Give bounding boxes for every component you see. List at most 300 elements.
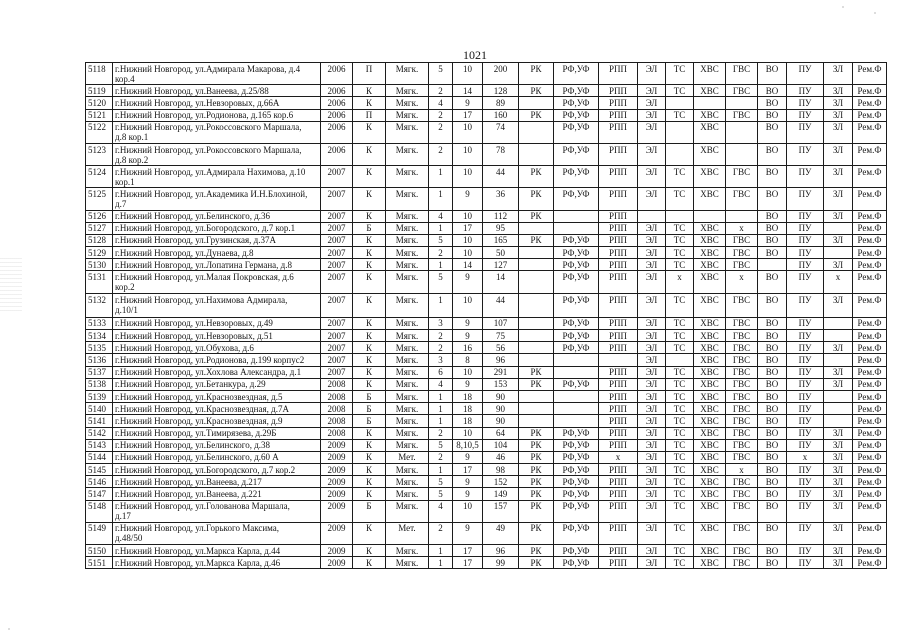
address-cell: г.Нижний Новгород, ул.Бетанкура, д.29: [113, 378, 321, 390]
row-number-cell: 5120: [86, 97, 113, 109]
apartments-cell: 74: [483, 121, 519, 143]
address-cell: г.Нижний Новгород, ул.Белинского, д.60 А: [113, 451, 321, 463]
heating-cell: ТС: [666, 378, 694, 390]
elevator-cell: х: [824, 271, 853, 293]
roof-repair-cell: [519, 330, 554, 342]
address-cell: г.Нижний Новгород, ул.Родионова, д.199 корпус2: [113, 354, 321, 366]
wall-type-cell: К: [353, 97, 386, 109]
row-number-cell: 5118: [86, 63, 113, 85]
basement-cell: х: [599, 451, 638, 463]
heating-cell: [666, 354, 694, 366]
wall-type-cell: К: [353, 464, 386, 476]
apartments-cell: 152: [483, 476, 519, 488]
scan-bleed-mark: [0, 255, 22, 311]
electric-cell: ЭЛ: [638, 293, 666, 317]
hot-water-cell: ГВС: [726, 522, 758, 544]
hot-water-cell: х: [726, 222, 758, 234]
year-cell: 2007: [321, 342, 353, 354]
elevator-cell: ЗЛ: [824, 143, 853, 165]
meters-cell: ПУ: [787, 330, 824, 342]
drainage-cell: ВО: [758, 293, 787, 317]
wall-type-cell: Б: [353, 222, 386, 234]
roof-type-cell: Мягк.: [386, 403, 429, 415]
roof-repair-cell: [519, 415, 554, 427]
basement-cell: РПП: [599, 317, 638, 329]
drainage-cell: ВО: [758, 354, 787, 366]
drainage-cell: ВО: [758, 488, 787, 500]
apartments-cell: 98: [483, 464, 519, 476]
electric-cell: ЭЛ: [638, 522, 666, 544]
table-row: [86, 488, 887, 500]
meters-cell: ПУ: [787, 522, 824, 544]
electric-cell: ЭЛ: [638, 63, 666, 85]
floors-cell: 10: [453, 234, 483, 246]
facade-cell: [554, 366, 599, 378]
entrances-cell: 1: [429, 415, 453, 427]
table-row: [86, 500, 887, 522]
elevator-cell: ЗЛ: [824, 464, 853, 476]
wall-type-cell: Б: [353, 403, 386, 415]
roof-repair-cell: РК: [519, 545, 554, 557]
apartments-cell: 89: [483, 97, 519, 109]
cold-water-cell: ХВС: [694, 378, 726, 390]
apartments-cell: 90: [483, 403, 519, 415]
repair-fund-cell: Рем.Ф: [853, 271, 887, 293]
address-cell: г.Нижний Новгород, ул.Обухова, д.6: [113, 342, 321, 354]
wall-type-cell: К: [353, 342, 386, 354]
meters-cell: ПУ: [787, 342, 824, 354]
cold-water-cell: ХВС: [694, 415, 726, 427]
elevator-cell: ЗЛ: [824, 557, 853, 569]
wall-type-cell: К: [353, 317, 386, 329]
cold-water-cell: ХВС: [694, 522, 726, 544]
repair-fund-cell: Рем.Ф: [853, 378, 887, 390]
floors-cell: 17: [453, 545, 483, 557]
apartments-cell: 14: [483, 271, 519, 293]
row-number-cell: 5143: [86, 439, 113, 451]
year-cell: 2009: [321, 522, 353, 544]
cold-water-cell: ХВС: [694, 366, 726, 378]
roof-type-cell: Мягк.: [386, 188, 429, 210]
electric-cell: ЭЛ: [638, 317, 666, 329]
electric-cell: ЭЛ: [638, 488, 666, 500]
year-cell: 2009: [321, 557, 353, 569]
roof-repair-cell: РК: [519, 451, 554, 463]
heating-cell: ТС: [666, 545, 694, 557]
apartments-cell: 165: [483, 234, 519, 246]
address-cell: г.Нижний Новгород, ул.Родионова, д.165 кор.6: [113, 109, 321, 121]
basement-cell: РПП: [599, 390, 638, 402]
heating-cell: ТС: [666, 557, 694, 569]
floors-cell: 14: [453, 259, 483, 271]
floors-cell: 9: [453, 488, 483, 500]
elevator-cell: [824, 330, 853, 342]
table-row: [86, 522, 887, 544]
floors-cell: 10: [453, 63, 483, 85]
entrances-cell: 3: [429, 317, 453, 329]
floors-cell: 9: [453, 522, 483, 544]
meters-cell: ПУ: [787, 271, 824, 293]
elevator-cell: ЗЛ: [824, 234, 853, 246]
entrances-cell: 5: [429, 63, 453, 85]
roof-type-cell: Мягк.: [386, 330, 429, 342]
basement-cell: РПП: [599, 427, 638, 439]
heating-cell: ТС: [666, 451, 694, 463]
roof-type-cell: Мягк.: [386, 143, 429, 165]
elevator-cell: ЗЛ: [824, 500, 853, 522]
electric-cell: ЭЛ: [638, 354, 666, 366]
repair-fund-cell: Рем.Ф: [853, 451, 887, 463]
basement-cell: РПП: [599, 121, 638, 143]
hot-water-cell: ГВС: [726, 500, 758, 522]
drainage-cell: ВО: [758, 476, 787, 488]
year-cell: 2007: [321, 259, 353, 271]
wall-type-cell: К: [353, 545, 386, 557]
facade-cell: РФ,УФ: [554, 330, 599, 342]
repair-fund-cell: Рем.Ф: [853, 403, 887, 415]
cold-water-cell: ХВС: [694, 271, 726, 293]
hot-water-cell: [726, 143, 758, 165]
facade-cell: РФ,УФ: [554, 293, 599, 317]
row-number-cell: 5144: [86, 451, 113, 463]
floors-cell: 8,10,5: [453, 439, 483, 451]
address-cell: г.Нижний Новгород, ул.Маркса Карла, д.44: [113, 545, 321, 557]
drainage-cell: ВО: [758, 188, 787, 210]
cold-water-cell: ХВС: [694, 259, 726, 271]
hot-water-cell: ГВС: [726, 109, 758, 121]
year-cell: 2009: [321, 464, 353, 476]
repair-fund-cell: Рем.Ф: [853, 354, 887, 366]
cold-water-cell: ХВС: [694, 317, 726, 329]
facade-cell: [554, 403, 599, 415]
floors-cell: 10: [453, 166, 483, 188]
facade-cell: РФ,УФ: [554, 234, 599, 246]
meters-cell: ПУ: [787, 259, 824, 271]
facade-cell: РФ,УФ: [554, 439, 599, 451]
apartments-cell: 75: [483, 330, 519, 342]
drainage-cell: ВО: [758, 522, 787, 544]
meters-cell: ПУ: [787, 317, 824, 329]
cold-water-cell: ХВС: [694, 85, 726, 97]
roof-repair-cell: [519, 97, 554, 109]
hot-water-cell: ГВС: [726, 293, 758, 317]
apartments-cell: 99: [483, 557, 519, 569]
elevator-cell: ЗЛ: [824, 439, 853, 451]
meters-cell: ПУ: [787, 97, 824, 109]
hot-water-cell: ГВС: [726, 85, 758, 97]
facade-cell: РФ,УФ: [554, 451, 599, 463]
repair-fund-cell: Рем.Ф: [853, 63, 887, 85]
roof-type-cell: Мягк.: [386, 259, 429, 271]
elevator-cell: [824, 317, 853, 329]
elevator-cell: ЗЛ: [824, 545, 853, 557]
drainage-cell: ВО: [758, 451, 787, 463]
facade-cell: РФ,УФ: [554, 476, 599, 488]
floors-cell: 10: [453, 293, 483, 317]
basement-cell: РПП: [599, 63, 638, 85]
apartments-cell: 44: [483, 166, 519, 188]
entrances-cell: 5: [429, 439, 453, 451]
basement-cell: РПП: [599, 234, 638, 246]
heating-cell: ТС: [666, 427, 694, 439]
row-number-cell: 5133: [86, 317, 113, 329]
floors-cell: 9: [453, 330, 483, 342]
floors-cell: 14: [453, 85, 483, 97]
address-cell: г.Нижний Новгород, ул.Адмирала Нахимова, д.10 кор.1: [113, 166, 321, 188]
meters-cell: ПУ: [787, 415, 824, 427]
heating-cell: ТС: [666, 403, 694, 415]
address-cell: г.Нижний Новгород, ул.Академика И.Н.Блохиной, д.7: [113, 188, 321, 210]
row-number-cell: 5135: [86, 342, 113, 354]
basement-cell: РПП: [599, 259, 638, 271]
apartments-cell: 200: [483, 63, 519, 85]
entrances-cell: 4: [429, 210, 453, 222]
meters-cell: ПУ: [787, 188, 824, 210]
meters-cell: ПУ: [787, 464, 824, 476]
year-cell: 2008: [321, 390, 353, 402]
apartments-cell: 104: [483, 439, 519, 451]
basement-cell: РПП: [599, 500, 638, 522]
year-cell: 2007: [321, 210, 353, 222]
repair-fund-cell: Рем.Ф: [853, 342, 887, 354]
drainage-cell: ВО: [758, 63, 787, 85]
roof-type-cell: Мет.: [386, 522, 429, 544]
table-row: [86, 330, 887, 342]
apartments-cell: 64: [483, 427, 519, 439]
table-row: [86, 366, 887, 378]
basement-cell: РПП: [599, 378, 638, 390]
heating-cell: ТС: [666, 415, 694, 427]
meters-cell: ПУ: [787, 427, 824, 439]
floors-cell: 8: [453, 354, 483, 366]
electric-cell: ЭЛ: [638, 234, 666, 246]
entrances-cell: 2: [429, 451, 453, 463]
elevator-cell: ЗЛ: [824, 427, 853, 439]
roof-type-cell: Мягк.: [386, 109, 429, 121]
basement-cell: РПП: [599, 166, 638, 188]
entrances-cell: 1: [429, 390, 453, 402]
hot-water-cell: ГВС: [726, 488, 758, 500]
cold-water-cell: ХВС: [694, 500, 726, 522]
electric-cell: ЭЛ: [638, 439, 666, 451]
elevator-cell: [824, 390, 853, 402]
table-row: [86, 85, 887, 97]
roof-repair-cell: РК: [519, 439, 554, 451]
floors-cell: 10: [453, 500, 483, 522]
heating-cell: ТС: [666, 500, 694, 522]
meters-cell: ПУ: [787, 85, 824, 97]
row-number-cell: 5147: [86, 488, 113, 500]
facade-cell: РФ,УФ: [554, 143, 599, 165]
meters-cell: ПУ: [787, 488, 824, 500]
cold-water-cell: ХВС: [694, 557, 726, 569]
hot-water-cell: ГВС: [726, 427, 758, 439]
repair-fund-cell: Рем.Ф: [853, 293, 887, 317]
electric-cell: ЭЛ: [638, 330, 666, 342]
basement-cell: РПП: [599, 439, 638, 451]
elevator-cell: ЗЛ: [824, 342, 853, 354]
wall-type-cell: К: [353, 378, 386, 390]
elevator-cell: ЗЛ: [824, 97, 853, 109]
apartments-cell: 78: [483, 143, 519, 165]
heating-cell: [666, 121, 694, 143]
entrances-cell: 2: [429, 85, 453, 97]
hot-water-cell: х: [726, 271, 758, 293]
entrances-cell: 6: [429, 366, 453, 378]
repair-fund-cell: Рем.Ф: [853, 476, 887, 488]
basement-cell: РПП: [599, 330, 638, 342]
basement-cell: РПП: [599, 247, 638, 259]
entrances-cell: 1: [429, 545, 453, 557]
table-row: [86, 403, 887, 415]
heating-cell: ТС: [666, 522, 694, 544]
meters-cell: ПУ: [787, 121, 824, 143]
elevator-cell: ЗЛ: [824, 109, 853, 121]
cold-water-cell: ХВС: [694, 166, 726, 188]
hot-water-cell: х: [726, 464, 758, 476]
facade-cell: РФ,УФ: [554, 427, 599, 439]
apartments-cell: 56: [483, 342, 519, 354]
meters-cell: ПУ: [787, 210, 824, 222]
wall-type-cell: К: [353, 293, 386, 317]
address-cell: г.Нижний Новгород, ул.Ванеева, д.221: [113, 488, 321, 500]
repair-fund-cell: Рем.Ф: [853, 439, 887, 451]
roof-repair-cell: [519, 121, 554, 143]
address-cell: г.Нижний Новгород, ул.Лопатина Германа, д.8: [113, 259, 321, 271]
facade-cell: РФ,УФ: [554, 97, 599, 109]
electric-cell: [638, 210, 666, 222]
cold-water-cell: ХВС: [694, 121, 726, 143]
wall-type-cell: П: [353, 109, 386, 121]
wall-type-cell: К: [353, 121, 386, 143]
facade-cell: РФ,УФ: [554, 109, 599, 121]
basement-cell: РПП: [599, 85, 638, 97]
drainage-cell: ВО: [758, 330, 787, 342]
floors-cell: 18: [453, 415, 483, 427]
heating-cell: ТС: [666, 247, 694, 259]
heating-cell: ТС: [666, 234, 694, 246]
meters-cell: ПУ: [787, 166, 824, 188]
wall-type-cell: К: [353, 143, 386, 165]
facade-cell: РФ,УФ: [554, 464, 599, 476]
apartments-cell: 49: [483, 522, 519, 544]
hot-water-cell: ГВС: [726, 403, 758, 415]
floors-cell: 17: [453, 464, 483, 476]
table-row: [86, 439, 887, 451]
row-number-cell: 5119: [86, 85, 113, 97]
drainage-cell: ВО: [758, 210, 787, 222]
entrances-cell: 2: [429, 427, 453, 439]
year-cell: 2007: [321, 271, 353, 293]
wall-type-cell: К: [353, 427, 386, 439]
wall-type-cell: К: [353, 188, 386, 210]
entrances-cell: 2: [429, 247, 453, 259]
basement-cell: [599, 354, 638, 366]
address-cell: г.Нижний Новгород, ул.Краснозвездная, д.9: [113, 415, 321, 427]
drainage-cell: ВО: [758, 143, 787, 165]
apartments-cell: 153: [483, 378, 519, 390]
address-cell: г.Нижний Новгород, ул.Рокоссовского Маршала, д.8 кор.2: [113, 143, 321, 165]
floors-cell: 9: [453, 97, 483, 109]
electric-cell: ЭЛ: [638, 247, 666, 259]
facade-cell: РФ,УФ: [554, 188, 599, 210]
roof-repair-cell: [519, 247, 554, 259]
floors-cell: 10: [453, 121, 483, 143]
hot-water-cell: [726, 210, 758, 222]
hot-water-cell: ГВС: [726, 354, 758, 366]
wall-type-cell: К: [353, 85, 386, 97]
repair-fund-cell: Рем.Ф: [853, 522, 887, 544]
roof-type-cell: Мягк.: [386, 210, 429, 222]
row-number-cell: 5127: [86, 222, 113, 234]
electric-cell: ЭЛ: [638, 557, 666, 569]
roof-type-cell: Мягк.: [386, 500, 429, 522]
apartments-cell: 112: [483, 210, 519, 222]
row-number-cell: 5126: [86, 210, 113, 222]
cold-water-cell: ХВС: [694, 247, 726, 259]
cold-water-cell: ХВС: [694, 234, 726, 246]
hot-water-cell: ГВС: [726, 451, 758, 463]
repair-fund-cell: Рем.Ф: [853, 464, 887, 476]
meters-cell: ПУ: [787, 378, 824, 390]
scan-speck: [842, 6, 844, 8]
heating-cell: ТС: [666, 188, 694, 210]
register-table-body: [86, 63, 887, 569]
heating-cell: ТС: [666, 366, 694, 378]
year-cell: 2006: [321, 85, 353, 97]
drainage-cell: ВО: [758, 366, 787, 378]
basement-cell: РПП: [599, 210, 638, 222]
basement-cell: РПП: [599, 545, 638, 557]
row-number-cell: 5132: [86, 293, 113, 317]
elevator-cell: ЗЛ: [824, 259, 853, 271]
table-row: [86, 234, 887, 246]
floors-cell: 9: [453, 476, 483, 488]
wall-type-cell: К: [353, 166, 386, 188]
heating-cell: ТС: [666, 317, 694, 329]
repair-fund-cell: Рем.Ф: [853, 390, 887, 402]
cold-water-cell: ХВС: [694, 439, 726, 451]
heating-cell: ТС: [666, 259, 694, 271]
wall-type-cell: К: [353, 330, 386, 342]
roof-repair-cell: [519, 390, 554, 402]
hot-water-cell: ГВС: [726, 166, 758, 188]
apartments-cell: 46: [483, 451, 519, 463]
roof-type-cell: Мягк.: [386, 97, 429, 109]
wall-type-cell: К: [353, 439, 386, 451]
repair-fund-cell: Рем.Ф: [853, 222, 887, 234]
repair-fund-cell: Рем.Ф: [853, 317, 887, 329]
entrances-cell: 1: [429, 222, 453, 234]
floors-cell: 10: [453, 366, 483, 378]
roof-type-cell: Мягк.: [386, 427, 429, 439]
basement-cell: РПП: [599, 271, 638, 293]
entrances-cell: 5: [429, 476, 453, 488]
facade-cell: РФ,УФ: [554, 378, 599, 390]
row-number-cell: 5125: [86, 188, 113, 210]
meters-cell: ПУ: [787, 354, 824, 366]
entrances-cell: 1: [429, 188, 453, 210]
apartments-cell: 96: [483, 545, 519, 557]
wall-type-cell: К: [353, 354, 386, 366]
year-cell: 2007: [321, 330, 353, 342]
roof-type-cell: Мягк.: [386, 378, 429, 390]
electric-cell: ЭЛ: [638, 109, 666, 121]
electric-cell: ЭЛ: [638, 451, 666, 463]
cold-water-cell: ХВС: [694, 109, 726, 121]
roof-repair-cell: РК: [519, 210, 554, 222]
heating-cell: ТС: [666, 390, 694, 402]
